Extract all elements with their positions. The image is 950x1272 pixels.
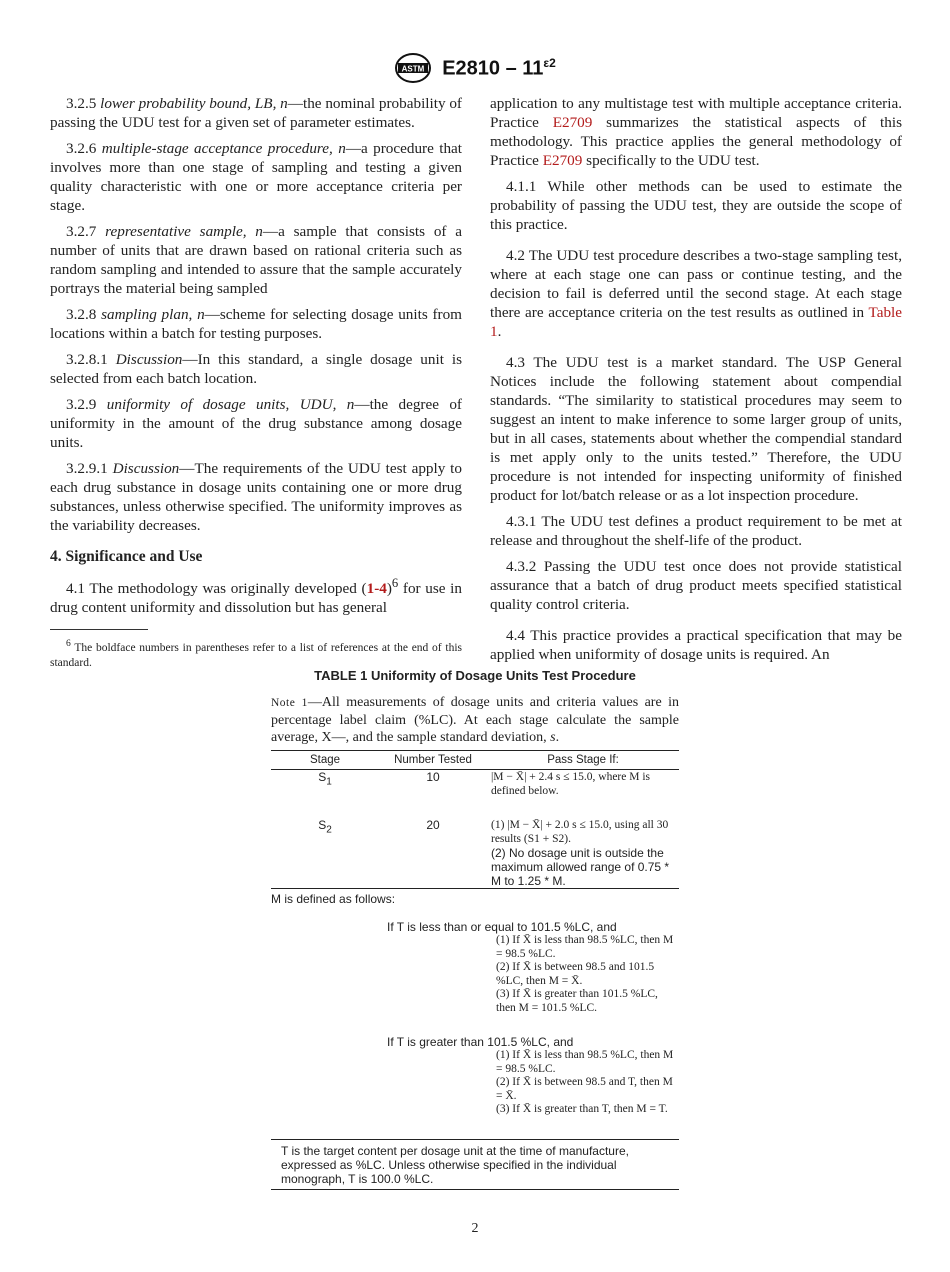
paragraph-4-1-1: 4.1.1 While other methods can be used to estimate the probability of passing the UDU test, they are outside the scope of this practice. [490,178,902,233]
footnote: $^6$ The boldface numbers in parentheses refer to a list of references at the end of this standard. [50,638,462,669]
table-note: Note 1—All measurements of dosage units and criteria values are in percentage label claim (%LC). At each stage calculate the sample average, X—, and the sample standard deviation, s. [271,695,679,745]
page-number: 2 [471,1221,479,1236]
definition-3-2-5: 3.2.5 lower probability bound, LB, n—the nominal probability of passing the UDU test for a given set of parameter estimates. [50,95,462,131]
definition-3-2-6: 3.2.6 multiple-stage acceptance procedure, n—a procedure that involves more than one stage of sampling and testing a given quality characteristic with one or more acceptance criteria per stage. [50,140,463,214]
criteria-cell: |M − X̄| + 2.4 s ≤ 15.0, where M is defined below. [491,771,651,797]
criteria-cell: (1) |M − X̄| + 2.0 s ≤ 15.0, using all 30 results (S1 + S2). (2) No dosage unit is outside the maximum allowed range of 0.75 * M to 1.25 * M. [491,819,670,888]
paragraph-4-3-2: 4.3.2 Passing the UDU test once does not provide statistical assurance that a batch of drug product meets specified statistical quality control criteria. [490,558,902,613]
paragraph-4-1: 4.1 The methodology was originally developed $(1-4)^6$ for use in drug content uniformity and dissolution but has general [50,576,462,617]
table-1 [271,694,679,1190]
paragraph-4-3-1: 4.3.1 The UDU test defines a product requirement to be met at release and throughout the shelf-life of the product. [490,513,902,549]
target-note: T is the target content per dosage unit at the time of manufacture, expressed as %LC. Unless otherwise specified in the individual monograph, T is 100.0 %LC. [271,1139,679,1190]
definition-3-2-7: 3.2.7 representative sample, n—a sample that consists of a number of units that are drawn based on rational criteria such as random sampling and intended to assure that the sample accurately portrays the material being sampled [50,223,462,297]
header-pass-stage: Pass Stage If: [487,751,679,770]
number-cell: 20 [426,818,440,832]
e2709-link[interactable]: E2709 [552,114,593,131]
header-number-tested: Number Tested [379,751,487,770]
svg-text:ASTM: ASTM [401,64,425,74]
paragraph-4-3: 4.3 The UDU test is a market standard. The USP General Notices include the following statement about compendial standards. “The similarity to statistical procedures may seem to suggest an intent to make inference to some larger group of units, but in all cases, statements about whether the compendial standard is met apply only to the units tested.” Therefore, the UDU procedure is not intended for inspecting uniformity of finished product for lot/batch release or as a lot inspection procedure. [490,354,902,504]
left-column [50,94,462,678]
table-row [271,798,679,888]
table-1-link[interactable]: Table 1 [490,304,902,340]
definition-3-2-8: 3.2.8 sampling plan, n—scheme for selecting dosage units from locations within a batch for testing purposes. [50,306,462,342]
case-1: If T is less than or equal to 101.5 %LC, and (1) If X̄ is less than 98.5 %LC, then M = 98.5 %LC. (2) If X̄ is between 98.5 and 101.5 %LC, then M = X̄. (3) If X̄ is greater than 101.5 %LC, then M = 101.5 %LC. [387,920,674,1014]
m-definition: M is defined as follows: [271,888,679,906]
designation: $E2810 - 11^{\varepsilon 2}$ [442,55,556,80]
e2709-link[interactable]: E2709 [542,152,583,169]
paragraph-4-1-continued: application to any multistage test with multiple acceptance criteria. Practice E2709 summarizes the statistical aspects of this methodology. This practice applies the general methodology of Practice E2709 specifically to the UDU test. [490,95,902,169]
udu-table [271,750,679,888]
footnote-divider [50,629,148,630]
paragraph-4-2: 4.2 The UDU test procedure describes a two-stage sampling test, where at each stage one can pass or continue testing, and the decision to fail is deferred until the second stage. At each stage there are acceptance criteria on the test results as outlined in Table 1. [490,247,902,340]
astm-logo-icon [394,52,432,84]
stage-cell: $S_2$ [318,818,332,836]
page-header [0,52,950,84]
discussion-3-2-8-1: 3.2.8.1 Discussion—In this standard, a single dosage unit is selected from each batch location. [50,351,463,387]
table-title: TABLE 1 Uniformity of Dosage Units Test Procedure [314,668,636,683]
reference-link[interactable]: 1-4 [366,580,387,598]
paragraph-4-4: 4.4 This practice provides a practical specification that may be applied when uniformity of dosage units is required. An [490,627,902,663]
case-2: If T is greater than 101.5 %LC, and (1) If X̄ is less than 98.5 %LC, then M = 98.5 %LC. (2) If X̄ is between 98.5 and T, then M = X̄. (3) If X̄ is greater than T, then M = T. [387,1035,674,1115]
right-column [490,94,902,671]
header-stage: Stage [271,751,379,770]
section-4-heading: 4. Significance and Use [50,548,203,565]
discussion-3-2-9-1: 3.2.9.1 Discussion—The requirements of the UDU test apply to each drug substance in dosage units containing one or more drug substances, unless otherwise specified. The uniformity improves as the variability decreases. [50,460,462,534]
table-row [271,770,679,799]
stage-cell: $S_1$ [318,770,332,788]
number-cell: 10 [426,770,440,784]
definition-3-2-9: 3.2.9 uniformity of dosage units, UDU, n—the degree of uniformity in the amount of the drug substance among dosage units. [50,396,462,451]
